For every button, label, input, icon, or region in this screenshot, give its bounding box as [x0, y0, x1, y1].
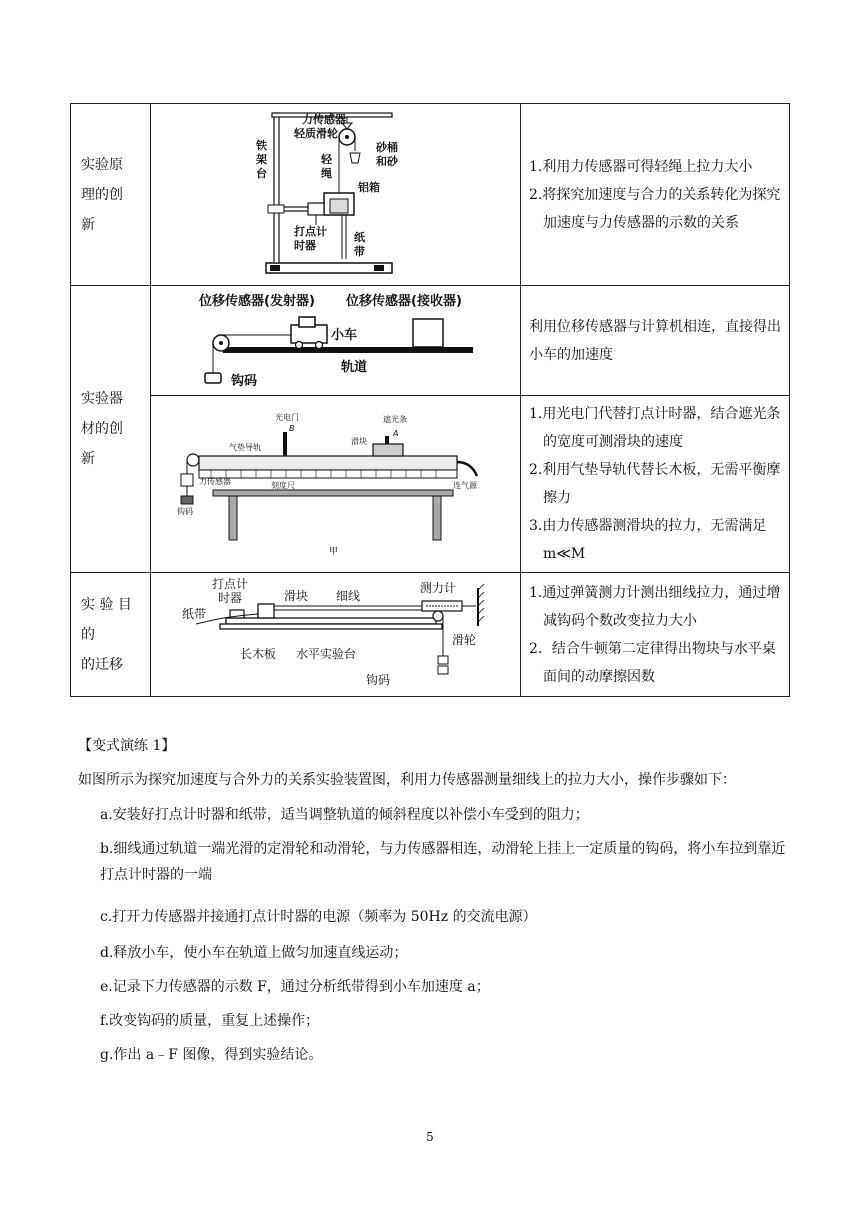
- label-timer-2: 时器: [293, 238, 316, 252]
- step-item: g.作出 a﹣F 图像，得到实验结论。: [100, 1047, 323, 1063]
- label-hook-weight: 钩码: [230, 373, 257, 389]
- step-item: d.释放小车，使小车在轨道上做匀加速直线运动；: [100, 945, 408, 961]
- label-timer-4: 时器: [217, 590, 242, 605]
- label-rope: 轻: [320, 152, 332, 166]
- label-spring-scale: 测力计: [419, 580, 456, 595]
- label-iron-stand-2: 架: [255, 152, 267, 166]
- label-rope-2: 绳: [320, 166, 332, 180]
- description-cell: 1.利用力传感器可得轻绳上拉力大小 2.将探究加速度与合力的关系转化为探究加速度与力传感器的示数的关系: [521, 104, 790, 286]
- label-iron-stand-3: 台: [255, 166, 267, 180]
- label-iron-stand: 铁: [255, 138, 267, 152]
- label-a: A: [392, 429, 398, 438]
- figure-cell: [151, 396, 521, 573]
- step-item: b.细线通过轨道一端光滑的定滑轮和动滑轮，与力传感器相连，动滑轮上挂上一定质量的钩码，将小车拉到靠近打点计时器的一端: [100, 841, 786, 883]
- figure-cell: [151, 286, 521, 396]
- label-aluminum-box: 铝箱: [357, 180, 380, 194]
- label-air-source: 连气源: [452, 481, 477, 490]
- label-paper-tape-3: 纸带: [181, 606, 206, 621]
- label-timer-3: 打点计: [211, 576, 248, 591]
- section-heading: 【变式演练 1】: [78, 738, 176, 754]
- step-item: c.打开力传感器并接通打点计时器的电源（频率为 50Hz 的交流电源）: [100, 909, 537, 925]
- label-timer: 打点计: [293, 224, 327, 238]
- table-row: [71, 396, 790, 573]
- label-block: 滑块: [283, 588, 308, 603]
- displacement-sensor-figure: [191, 289, 481, 393]
- label-hook-weight-2: 钩码: [176, 507, 193, 516]
- description-cell: 利用位移传感器与计算机相连，直接得出小车的加速度: [521, 286, 790, 396]
- step-item: e.记录下力传感器的示数 F，通过分析纸带得到小车加速度 a；: [100, 979, 490, 995]
- label-thread: 细线: [335, 588, 360, 603]
- step-item: f.改变钩码的质量，重复上述操作；: [100, 1013, 320, 1029]
- figure-cell: [151, 573, 521, 697]
- page-number: 5: [426, 1130, 434, 1144]
- label-pulley-2: 滑轮: [451, 632, 476, 647]
- label-sand-bucket-2: 和砂: [375, 154, 398, 168]
- label-table: 水平实验台: [295, 646, 356, 661]
- air-track-figure: [171, 404, 501, 564]
- label-sand-bucket: 砂桶: [375, 140, 398, 154]
- description-cell: 1.用光电门代替打点计时器，结合遮光条的宽度可测滑块的速度 2.利用气垫导轨代替长木板，无需平衡摩擦力 3.由力传感器测滑块的拉力，无需满足m≪M: [521, 396, 790, 573]
- label-photogate: 光电门: [274, 413, 299, 422]
- experiment-innovation-table: [70, 103, 790, 697]
- spring-scale-friction-figure: [176, 576, 496, 694]
- label-shading-strip: 遮光条: [382, 415, 407, 424]
- category-cell: 实验器 材的创 新: [71, 286, 151, 573]
- figure-cell: [151, 104, 521, 286]
- label-force-sensor-2: 力传感器: [198, 477, 231, 486]
- description-cell: 1.通过弹簧测力计测出细线拉力，通过增减钩码个数改变拉力大小 2．结合牛顿第二定律得出物块与水平桌面间的动摩擦因数: [521, 573, 790, 697]
- label-ruler: 刻度尺: [270, 481, 295, 490]
- label-figure-a: 甲: [328, 547, 338, 557]
- step-item: a.安装好打点计时器和纸带，适当调整轨道的倾斜程度以补偿小车受到的阻力；: [100, 807, 589, 823]
- label-paper-tape-2: 带: [353, 244, 365, 258]
- label-paper-tape: 纸: [353, 230, 365, 244]
- label-cart: 小车: [330, 327, 357, 343]
- table-row: [71, 573, 790, 697]
- label-hook-weight-3: 钩码: [365, 672, 390, 687]
- label-long-board: 长木板: [239, 646, 276, 661]
- label-transmitter: 位移传感器(发射器): [198, 293, 315, 309]
- label-pulley: 轻质滑轮: [293, 126, 338, 140]
- label-force-sensor: 力传感器: [301, 112, 346, 126]
- label-air-track: 气垫导轨: [228, 443, 261, 452]
- force-sensor-apparatus-figure: [246, 109, 426, 281]
- label-receiver: 位移传感器(接收器): [345, 293, 462, 309]
- table-row: [71, 286, 790, 396]
- table-row: [71, 104, 790, 286]
- category-cell: 实验原 理的创 新: [71, 104, 151, 286]
- section-intro: 如图所示为探究加速度与合外力的关系实验装置图，利用力传感器测量细线上的拉力大小，操作步骤如下：: [78, 772, 736, 788]
- label-b: B: [288, 424, 294, 433]
- category-cell: 实 验 目 的 的迁移: [71, 573, 151, 697]
- label-track: 轨道: [340, 359, 367, 375]
- label-slider: 滑块: [350, 437, 367, 446]
